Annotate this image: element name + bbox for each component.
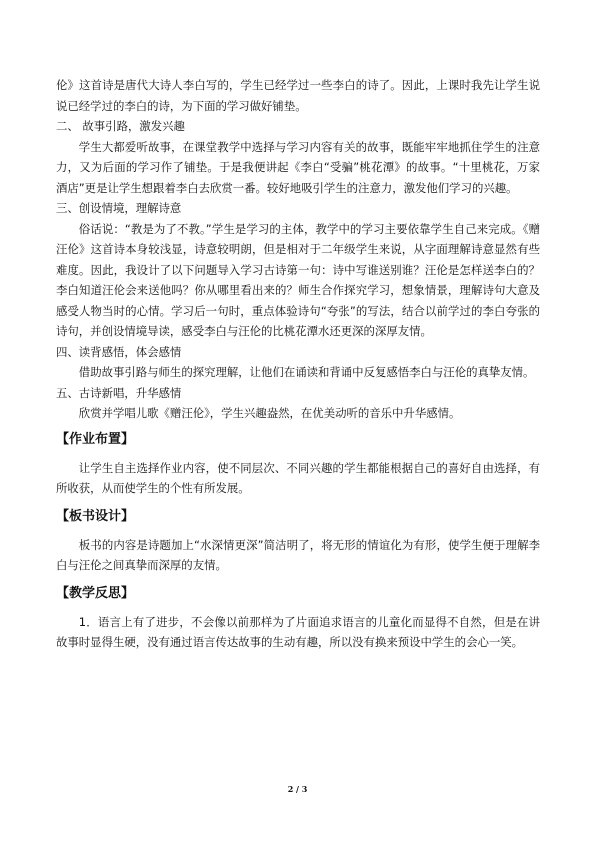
paragraph-new-song: 欣赏并学唱儿歌《赠汪伦》，学生兴趣盎然，在优美动听的音乐中升华感情。 [78,406,461,420]
reflection-paragraph: 1．语言上有了进步，不会像以前那样为了片面追求语言的儿童化而显得不自然，但是在讲故事时显得生硬，没有通过语言传达故事的生动有趣，所以没有换来预设中学生的会心一笑。 [56,614,540,649]
heading-create-situation: 三、创设情境，理解诗意 [56,201,182,215]
reflection-title: 【教学反思】 [56,585,135,601]
page-content [56,75,540,653]
homework-title: 【作业布置】 [56,431,135,447]
paragraph-create-situation: 俗话说：“教是为了不教。”学生是学习的主体，教学中的学习主要依靠学生自己来完成。《赠汪伦》这首诗本身较浅显，诗意较明朗，但是相对于二年级学生来说，从字面理解诗意显然有些难度。因此，我设计了以下问题导入学习古诗第一句：诗中写谁送别谁？汪伦是怎样送李白的？李白知道汪伦会来送他吗？你从哪里看出来的？师生合作探究学习，想象情景，理解诗句大意及感受人物当时的心情。学习后一句时，重点体验诗句“夸张”的写法，结合以前学过的李白夸张的诗句，并创设情境导读，感受李白与汪伦的比桃花潭水还更深的深厚友情。 [56,221,540,338]
page-number: 2 / 3 [287,784,308,794]
paragraph-story-guide: 学生大都爱听故事，在课堂教学中选择与学习内容有关的故事，既能牢牢地抓住学生的注意力，又为后面的学习作了铺垫。于是我便讲起《李白“受骗”桃花潭》的故事。“十里桃花，万家酒店”更是让学生想跟着李白去欣赏一番。较好地吸引学生的注意力，激发他们学习的兴趣。 [56,139,540,195]
heading-recite-feel: 四、读背感悟，体会感情 [56,344,182,359]
homework-paragraph: 让学生自主选择作业内容，使不同层次、不同兴趣的学生都能根据自己的喜好自由选择，有所收获，从而使学生的个性有所发展。 [56,460,540,495]
heading-new-song: 五、古诗新唱，升华感情 [56,385,182,400]
board-design-paragraph: 板书的内容是诗题加上“水深情更深”简洁明了，将无形的情谊化为有形，使学生便于理解李白与汪伦之间真挚而深厚的友情。 [56,537,540,572]
paragraph-recite-feel: 借助故事引路与师生的探究理解，让他们在诵读和背诵中反复感悟李白与汪伦的真挚友情。 [78,365,535,379]
heading-story-guide: 二、 故事引路，激发兴趣 [56,119,185,133]
intro-paragraph: 伦》这首诗是唐代大诗人李白写的，学生已经学过一些李白的诗了。因此，上课时我先让学生说说已经学过的李白的诗，为下面的学习做好铺垫。 [56,78,540,113]
board-design-title: 【板书设计】 [56,508,135,524]
